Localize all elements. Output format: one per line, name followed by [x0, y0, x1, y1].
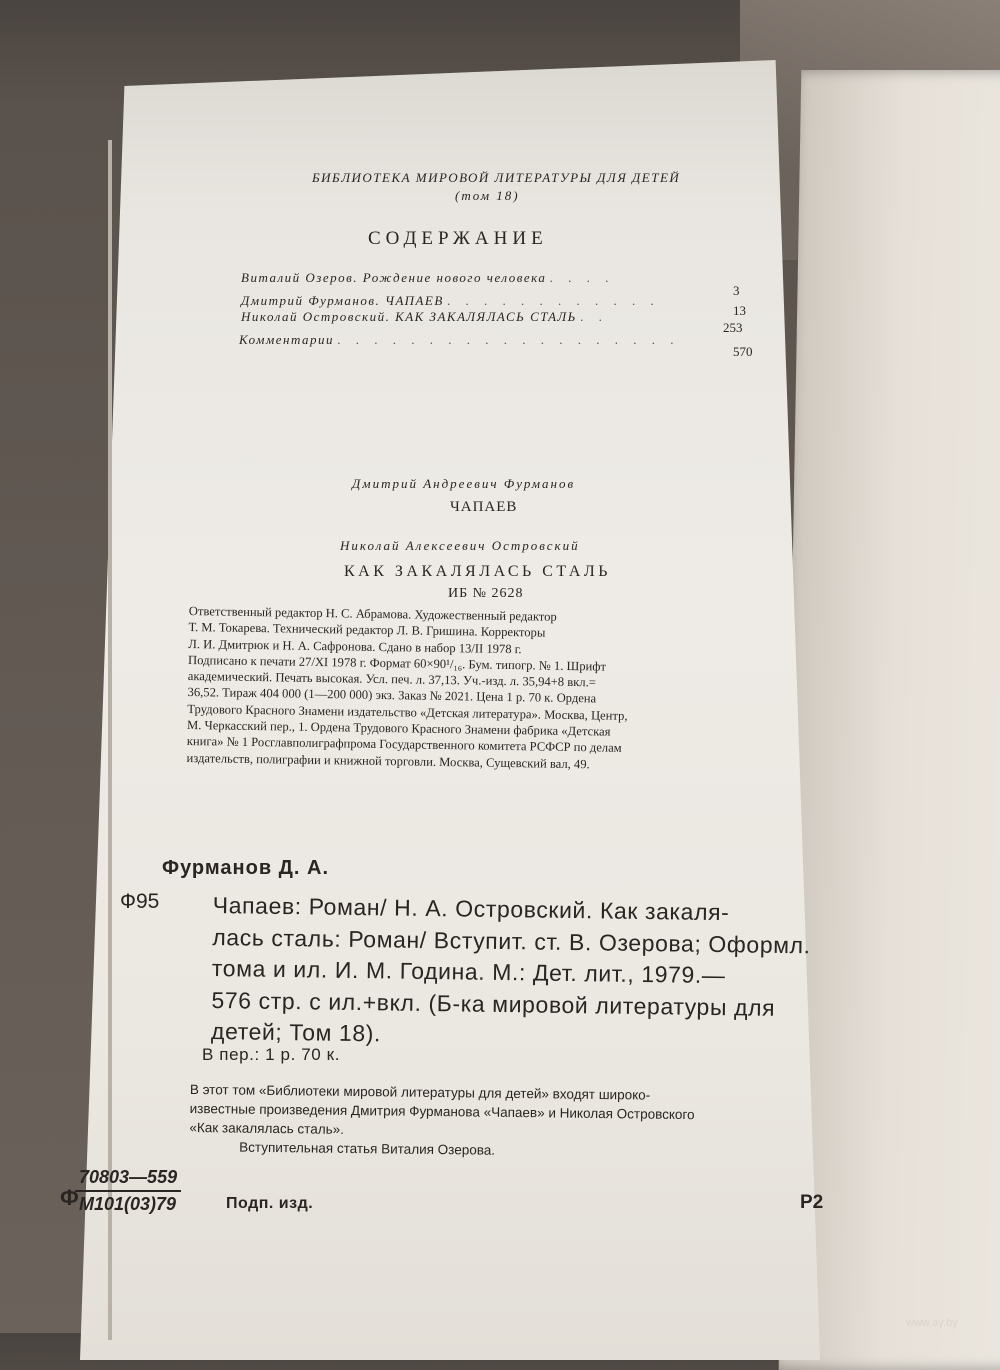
- catalog-line: 576 стр. с ил.+вкл. (Б-ка мировой литературы для: [211, 986, 776, 1021]
- toc-entry-title: Дмитрий Фурманов. ЧАПАЕВ: [241, 293, 444, 308]
- imprint-block: [186, 603, 798, 776]
- annotation-line: Вступительная статья Виталия Озерова.: [239, 1139, 496, 1158]
- catalog-price: В пер.: 1 р. 70 к.: [202, 1045, 341, 1064]
- imprint-line: Т. М. Токарева. Технический редактор Л. В. Гришина. Корректоры: [188, 620, 546, 640]
- index-fraction: [75, 1167, 181, 1215]
- catalog-line: детей; Том 18).: [210, 1017, 382, 1047]
- catalog-author: Фурманов Д. А.: [162, 857, 330, 879]
- volume-number: (том 18): [455, 188, 520, 203]
- annotation-line: В этот том «Библиотеки мировой литературы для детей» входят широко-: [189, 1081, 651, 1103]
- toc-title: СОДЕРЖАНИЕ: [368, 228, 548, 249]
- toc-entry: [239, 332, 680, 348]
- author-1-credit: Дмитрий Андреевич Фурманов: [352, 476, 576, 491]
- toc-entry-title: Комментарии: [239, 332, 335, 347]
- catalog-code: Ф95: [120, 890, 160, 913]
- page-edge: [108, 140, 112, 1340]
- imprint-line: издательств, полиграфии и книжной торговли. Москва, Сущевский вал, 49.: [186, 750, 590, 771]
- toc-entry-page: 13: [733, 303, 746, 318]
- ib-number: ИБ № 2628: [448, 586, 524, 601]
- toc-entry-dots: . . . . . . . . . . . . . . . . . . .: [337, 332, 680, 347]
- catalog-line: Чапаев: Роман/ Н. А. Островский. Как закаля-: [212, 891, 730, 926]
- annotation-line: «Как закалялась сталь».: [189, 1119, 345, 1137]
- catalog-line: лась сталь: Роман/ Вступит. ст. В. Озерова; Оформл.: [212, 923, 811, 958]
- watermark: www.ay.by: [906, 1317, 958, 1329]
- imprint-line: 36,52. Тираж 404 000 (1—200 000) экз. Заказ № 2021. Цена 1 р. 70 к. Ордена: [187, 685, 597, 706]
- toc-entry: [241, 270, 614, 286]
- toc-entry-dots: . .: [580, 309, 608, 324]
- catalog-line: тома и ил. И. М. Година. М.: Дет. лит., 1979.—: [211, 954, 726, 989]
- imprint-line: М. Черкасский пер., 1. Ордена Трудового Красного Знамени фабрика «Детская: [186, 718, 611, 739]
- toc-entry-page: 253: [723, 320, 743, 335]
- toc-entry-dots: . . . .: [549, 270, 615, 285]
- book-title-2: КАК ЗАКАЛЯЛАСЬ СТАЛЬ: [344, 563, 611, 580]
- toc-entry-page: 3: [733, 283, 740, 298]
- index-denominator: М101(03)79: [79, 1194, 177, 1214]
- toc-entry-title: Виталий Озеров. Рождение нового человека: [241, 270, 547, 285]
- annotation-line: известные произведения Дмитрия Фурманова «Чапаев» и Николая Островского: [189, 1100, 695, 1123]
- annotation: [189, 1080, 830, 1164]
- toc-entry: [241, 309, 608, 325]
- imprint-line: Ответственный редактор Н. С. Абрамова. Художественный редактор: [188, 603, 557, 624]
- toc-entry: [241, 293, 660, 309]
- index-prefix: Ф: [60, 1185, 79, 1210]
- index-numerator: 70803—559: [75, 1167, 181, 1192]
- imprint-line: академический. Печать высокая. Усл. печ. л. 37,13. Уч.-изд. л. 35,94+8 вкл.=: [187, 669, 597, 690]
- catalog-description: [211, 890, 813, 1056]
- imprint-line: Подписано к печати 27/XI 1978 г. Формат 60×90¹/₁₆. Бум. типогр. № 1. Шрифт: [187, 652, 607, 674]
- toc-entry-title: Николай Островский. КАК ЗАКАЛЯЛАСЬ СТАЛЬ: [241, 309, 577, 324]
- book-title-1: ЧАПАЕВ: [450, 499, 518, 515]
- subscription-note: Подп. изд.: [226, 1195, 314, 1212]
- classification-code: Р2: [800, 1192, 824, 1213]
- imprint-line: Л. И. Дмитрюк и Н. А. Сафронова. Сдано в набор 13/II 1978 г.: [188, 636, 522, 656]
- series-title: БИБЛИОТЕКА МИРОВОЙ ЛИТЕРАТУРЫ ДЛЯ ДЕТЕЙ: [312, 170, 681, 185]
- imprint-line: Трудового Красного Знамени издательство «Детская литература». Москва, Центр,: [187, 701, 628, 723]
- imprint-line: книга» № 1 Росглавполиграфпрома Государственного комитета РСФСР по делам: [186, 734, 622, 756]
- toc-entry-page: 570: [733, 344, 753, 359]
- toc-entry-dots: . . . . . . . . . . . .: [447, 293, 660, 308]
- author-2-credit: Николай Алексеевич Островский: [340, 538, 580, 553]
